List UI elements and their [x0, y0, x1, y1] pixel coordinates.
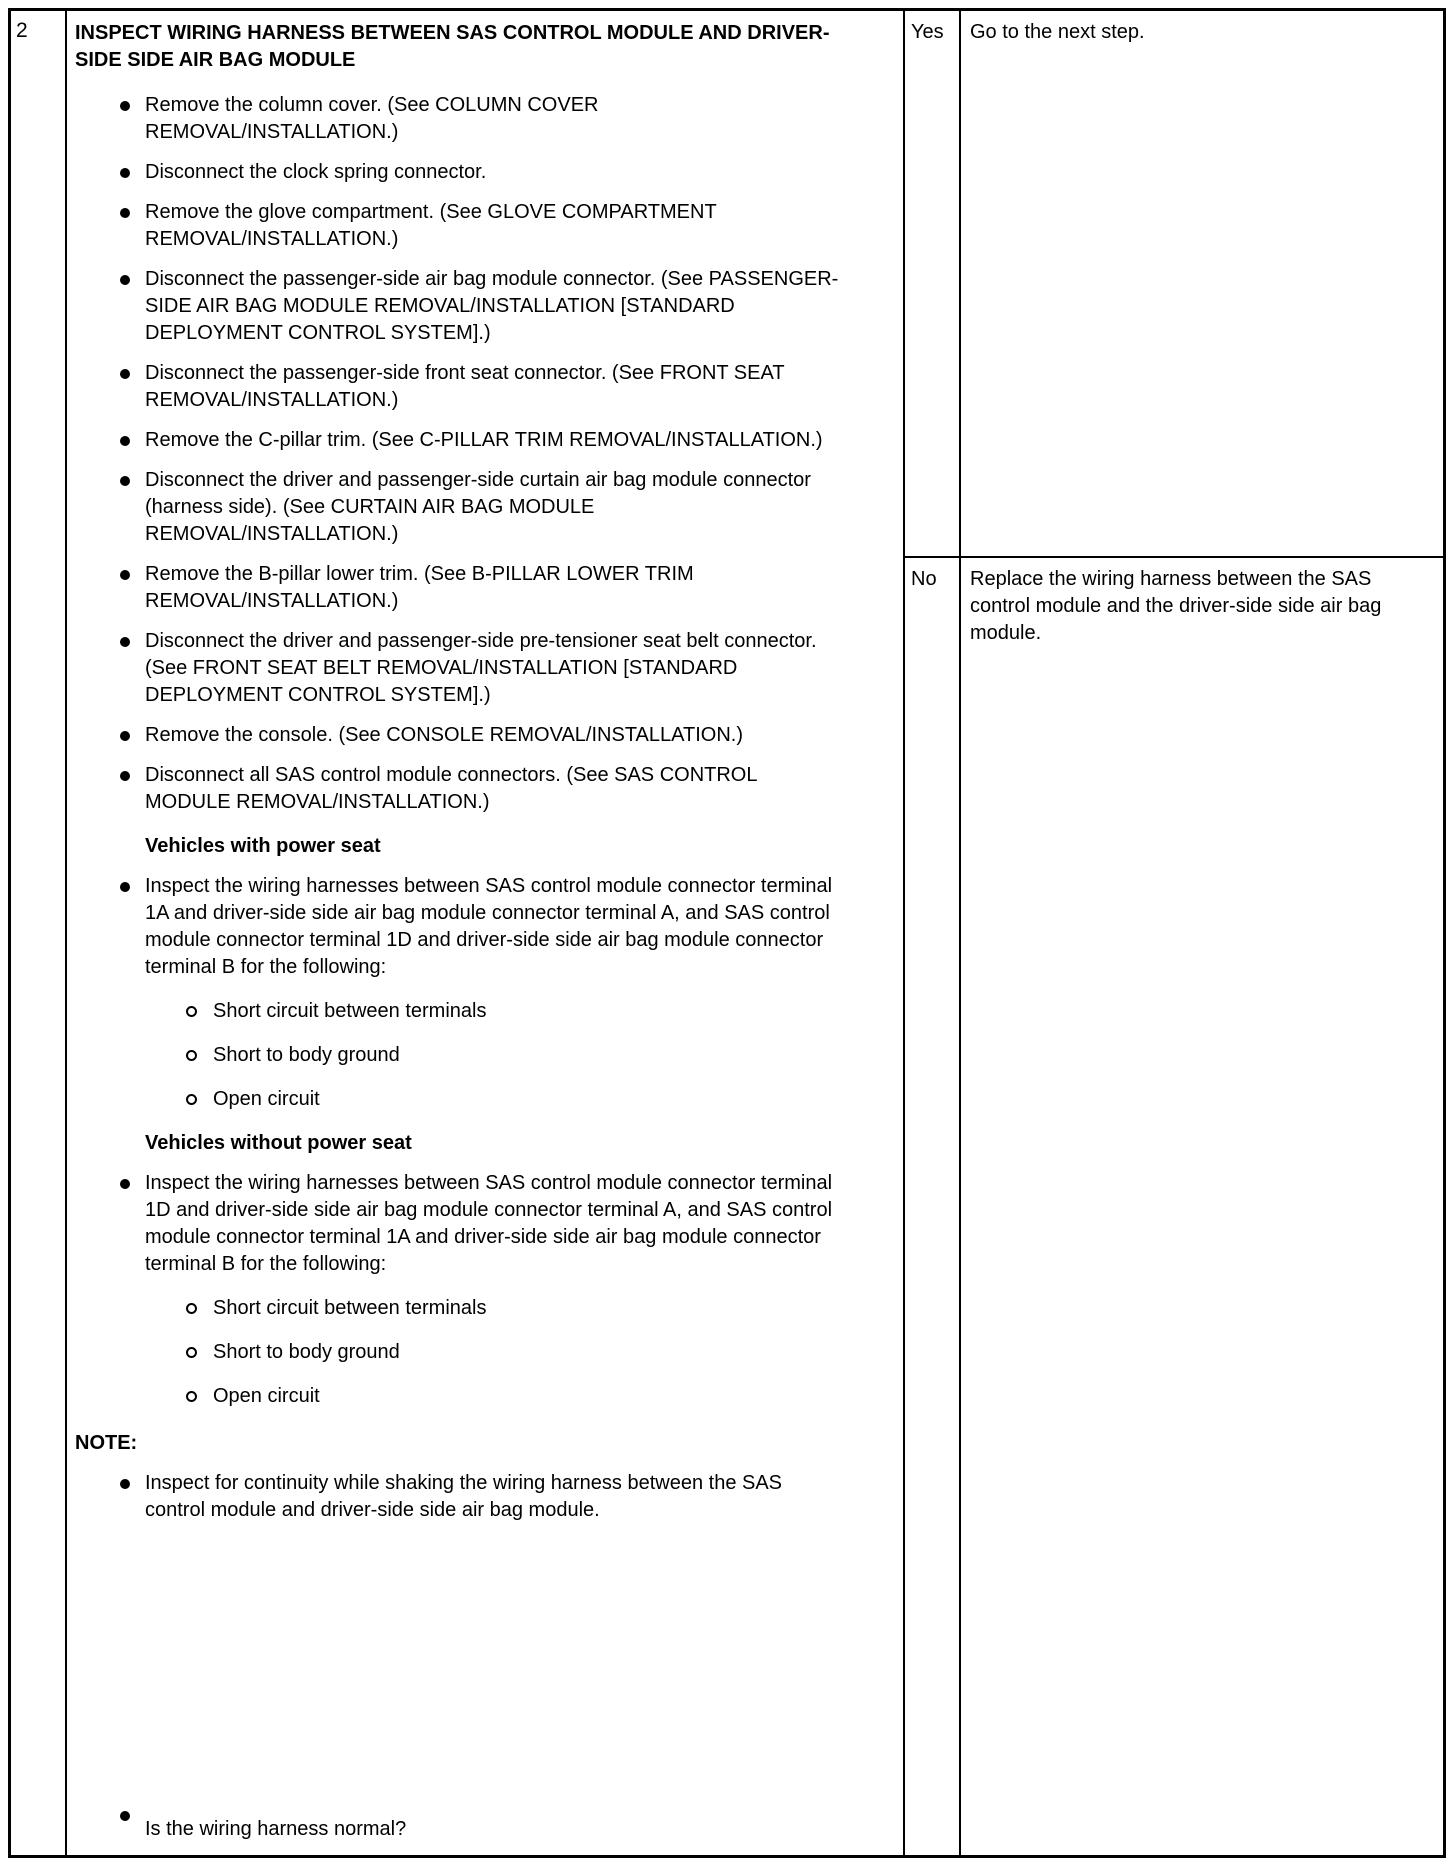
results-column	[905, 11, 1443, 1855]
action-item	[75, 199, 847, 253]
action-item	[75, 427, 847, 454]
action-item	[75, 467, 847, 548]
bullet-icon	[120, 731, 130, 741]
yes-result-row	[905, 11, 1443, 558]
item-text: Short to body ground	[213, 1044, 400, 1066]
sub-item	[75, 1086, 847, 1113]
diagnostic-step-table	[8, 8, 1446, 1858]
item-text: Remove the console. (See CONSOLE REMOVAL/INSTALLATION.)	[145, 724, 743, 746]
bullet-icon	[120, 168, 130, 178]
item-text: Remove the B-pillar lower trim. (See B-PILLAR LOWER TRIM REMOVAL/INSTALLATION.)	[145, 563, 694, 612]
sub-item	[75, 1295, 847, 1322]
bullet-icon	[120, 436, 130, 446]
item-text: Disconnect the passenger-side front seat connector. (See FRONT SEAT REMOVAL/INSTALLATION.)	[145, 362, 785, 411]
item-text: Vehicles without power seat	[145, 1132, 412, 1154]
action-item	[75, 1470, 847, 1524]
bullet-icon	[120, 208, 130, 218]
action-item	[75, 1170, 847, 1278]
bullet-icon	[120, 771, 130, 781]
action-item	[75, 762, 847, 816]
bullet-icon	[120, 570, 130, 580]
no-label: No	[905, 558, 961, 1855]
open-circle-icon	[186, 1094, 197, 1105]
note-label	[75, 1430, 847, 1457]
open-circle-icon	[186, 1050, 197, 1061]
no-result-text: Replace the wiring harness between the SAS control module and the driver-side side air bag module.	[970, 568, 1382, 644]
sub-item	[75, 1383, 847, 1410]
action-item	[75, 561, 847, 615]
yes-result-text: Go to the next step.	[970, 21, 1145, 43]
yes-label: Yes	[905, 11, 961, 556]
action-item	[75, 873, 847, 981]
action-item	[75, 92, 847, 146]
bullet-icon	[120, 101, 130, 111]
item-text: NOTE:	[75, 1432, 138, 1454]
item-text: Remove the glove compartment. (See GLOVE COMPARTMENT REMOVAL/INSTALLATION.)	[145, 201, 717, 250]
open-circle-icon	[186, 1006, 197, 1017]
item-text: Disconnect the driver and passenger-side pre-tensioner seat belt connector. (See FRONT SEAT BELT REMOVAL/INSTALLATION [STANDARD DEPLOYMENT CONTROL SYSTEM].)	[145, 630, 817, 706]
open-circle-icon	[186, 1347, 197, 1358]
action-item	[75, 1802, 847, 1843]
step-number: 2	[16, 19, 28, 42]
item-text: Disconnect all SAS control module connectors. (See SAS CONTROL MODULE REMOVAL/INSTALLATION.)	[145, 764, 757, 813]
action-title: INSPECT WIRING HARNESS BETWEEN SAS CONTROL MODULE AND DRIVER-SIDE SIDE AIR BAG MODULE	[75, 22, 830, 71]
bullet-icon	[120, 882, 130, 892]
item-text: Is the wiring harness normal?	[145, 1818, 407, 1840]
sub-item	[75, 1042, 847, 1069]
item-text: Short to body ground	[213, 1341, 400, 1363]
item-text: Remove the column cover. (See COLUMN COVER REMOVAL/INSTALLATION.)	[145, 94, 599, 143]
action-cell	[67, 11, 905, 1855]
open-circle-icon	[186, 1303, 197, 1314]
step-number-cell	[11, 11, 67, 1855]
bullet-icon	[120, 275, 130, 285]
item-text: Remove the C-pillar trim. (See C-PILLAR TRIM REMOVAL/INSTALLATION.)	[145, 429, 823, 451]
item-text: Open circuit	[213, 1385, 320, 1407]
action-item	[75, 628, 847, 709]
no-result-row	[905, 558, 1443, 1855]
open-circle-icon	[186, 1391, 197, 1402]
item-text: Inspect for continuity while shaking the wiring harness between the SAS control module and driver-side side air bag module.	[145, 1472, 783, 1521]
section-subheading	[75, 1130, 847, 1157]
action-item	[75, 266, 847, 347]
item-text: Short circuit between terminals	[213, 1297, 487, 1319]
bullet-icon	[120, 369, 130, 379]
bullet-icon	[120, 1179, 130, 1189]
action-item	[75, 722, 847, 749]
item-text: Inspect the wiring harnesses between SAS control module connector terminal 1D and driver-side side air bag module connector terminal A, and SAS control module connector terminal 1A and driver-side side air bag module connector terminal B for the following:	[145, 1172, 833, 1275]
item-text: Disconnect the clock spring connector.	[145, 161, 487, 183]
action-item	[75, 159, 847, 186]
section-subheading	[75, 833, 847, 860]
sub-item	[75, 998, 847, 1025]
item-text: Open circuit	[213, 1088, 320, 1110]
action-item	[75, 360, 847, 414]
sub-item	[75, 1339, 847, 1366]
item-text: Disconnect the passenger-side air bag module connector. (See PASSENGER-SIDE AIR BAG MODULE REMOVAL/INSTALLATION [STANDARD DEPLOYMENT CONTROL SYSTEM].)	[145, 268, 839, 344]
bullet-icon	[120, 637, 130, 647]
item-text: Inspect the wiring harnesses between SAS control module connector terminal 1A and driver-side side air bag module connector terminal A, and SAS control module connector terminal 1D and driver-side side air bag module connector terminal B for the following:	[145, 875, 833, 978]
bullet-icon	[120, 476, 130, 486]
item-text: Disconnect the driver and passenger-side curtain air bag module connector (harness side). (See CURTAIN AIR BAG MODULE REMOVAL/INSTALLATION.)	[145, 469, 811, 545]
bullet-icon	[120, 1479, 130, 1489]
bullet-icon	[120, 1811, 130, 1821]
item-text: Vehicles with power seat	[145, 835, 381, 857]
item-text: Short circuit between terminals	[213, 1000, 487, 1022]
